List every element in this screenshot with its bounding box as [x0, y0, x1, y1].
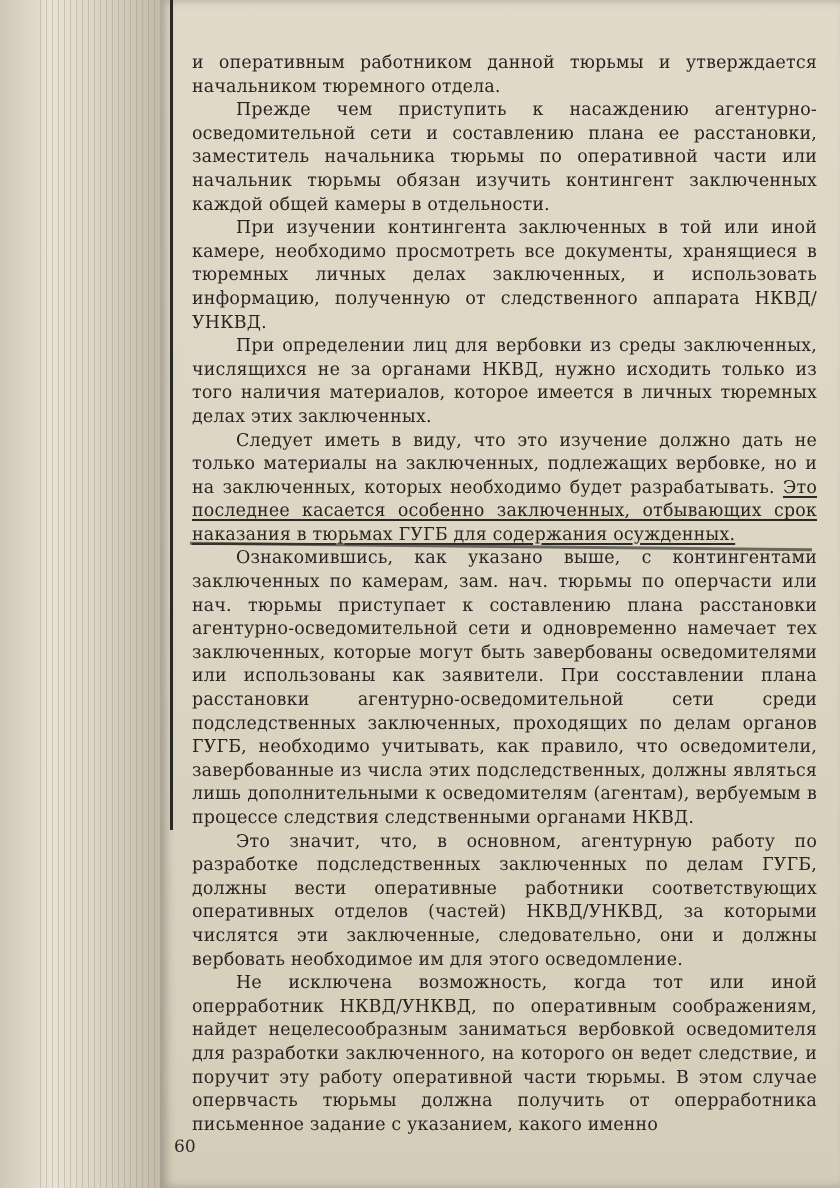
- paragraph-2: Прежде чем приступить к насаждению агентурно-осведомительной сети и составлению плана ее расстановки, заместитель начальника тюрьмы по оперативной части или начальник тюрьмы обязан изучить контингент заключенных каждой общей камеры в отдельности.: [192, 100, 817, 215]
- paragraph-5: [192, 430, 817, 548]
- margin-mark-line: [170, 0, 173, 830]
- paragraph-5-lead: Следует иметь в виду, что это изучение должно дать не только материалы на заключенных, подлежащих вербовке, но и на заключенных, которых необходимо будет разрабатывать.: [192, 430, 817, 498]
- paragraph-1: и оперативным работником данной тюрьмы и утверждается начальником тюремного отдела.: [192, 53, 817, 97]
- paragraph-8: Не исключена возможность, когда тот или иной оперработник НКВД/УНКВД, по оперативным соображениям, найдет нецелесообразным заниматься вербовкой осведомителя для разработки заключенного, на которого он ведет следствие, и поручит эту работу оперативной части тюрьмы. В этом случае опервчасть тюрьмы должна получить от оперработника письменное задание с указанием, какого именно: [192, 973, 817, 1135]
- page-number: 60: [174, 1137, 196, 1157]
- book-page-edges: [0, 0, 175, 1188]
- paragraph-7: Это значит, что, в основном, агентурную работу по разработке подследственных заключенных по делам ГУГБ, должны вести оперативные работники соответствующих оперативных отделов (частей) НКВД/УНКВД, за которыми числятся эти заключенные, следовательно, они и должны вербовать необходимое им для этого осведомление.: [192, 831, 817, 970]
- paragraph-4: При определении лиц для вербовки из среды заключенных, числящихся не за органами НКВД, нужно исходить только из того наличия материалов, которое имеется в личных тюремных делах этих заключенных.: [192, 336, 817, 427]
- page-edge-lines: [40, 0, 160, 1188]
- paragraph-3: При изучении контингента заключенных в той или иной камере, необходимо просмотреть все документы, хранящиеся в тюремных личных делах заключенных, и использовать информацию, полученную от следственного аппарата НКВД/УНКВД.: [192, 218, 817, 333]
- page-text: [192, 52, 817, 1137]
- paragraph-6: Ознакомившись, как указано выше, с контингентами заключенных по камерам, зам. нач. тюрьмы по оперчасти или нач. тюрьмы приступает к составлению плана расстановки агентурно-осведомительной сети и одновременно намечает тех заключенных, которые могут быть завербованы осведомителями или использованы как заявители. При сосставлении плана расстановки агентурно-осведомительной сети среди подследственных заключенных, проходящих по делам органов ГУГБ, необходимо учитывать, как правило, что осведомители, завербованные из числа этих подследственных, должны являться лишь дополнительными к осведомителям (агентам), вербуемым в процессе следствия следственными органами НКВД.: [192, 548, 817, 828]
- underlined-passage: Это последнее касается особенно заключенных, отбывающих срок наказания в тюрьмах ГУГБ для содержания осужденных.: [192, 477, 817, 545]
